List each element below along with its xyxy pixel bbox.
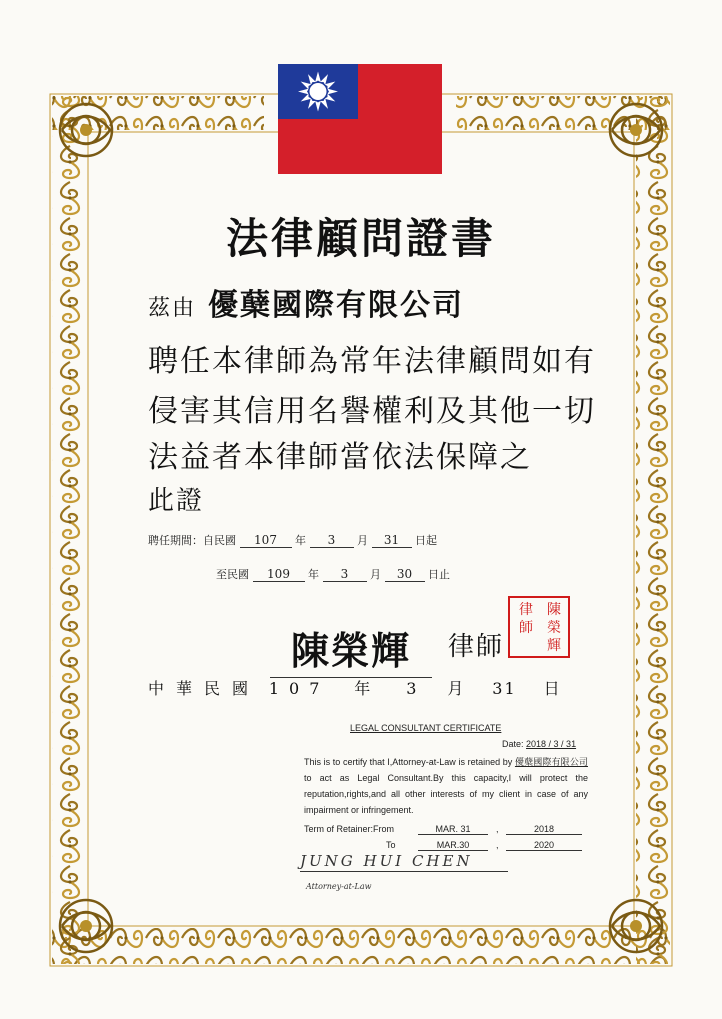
period-start-year: 107 <box>240 533 292 548</box>
term-from-date: MAR. 31 <box>418 824 488 835</box>
certificate-line-4: 法益者本律師當依法保障之 <box>148 440 532 475</box>
company-name: 優蘖國際有限公司 <box>208 288 465 323</box>
seal-stamp <box>508 596 570 658</box>
certificate-line-5: 此證 <box>148 486 205 516</box>
certificate-title: 法律顧問證書 <box>225 214 496 263</box>
term-from-label: Term of Retainer:From <box>304 824 395 834</box>
term-from-separator: , <box>496 824 499 834</box>
english-para-end: to act as Legal Consultant.By this capacity,I will protect the reputation,rights,and all other interests of my client in case of any impairment or infringement. <box>304 773 588 815</box>
english-signature-title: Attorney-at-Law <box>306 882 372 891</box>
lawyer-signature-name: 陳榮輝 <box>270 620 432 678</box>
period-year-char: 年 <box>308 568 319 581</box>
term-to-label: To <box>386 840 396 850</box>
english-paragraph <box>304 754 588 818</box>
certificate-line-3: 侵害其信用名譽權利及其他一切 <box>148 394 596 429</box>
certificate-line-2: 聘任本律師為常年法律顧問如有 <box>148 344 596 379</box>
english-para-start: This is to certify that I,Attorney-at-Law is retained by <box>304 757 515 767</box>
issue-date-zh <box>148 676 573 699</box>
white-sun-icon <box>278 64 358 119</box>
period-end <box>216 566 450 582</box>
period-label: 聘任期間：自民國 <box>148 534 236 547</box>
lawyer-title: 律師 <box>448 632 505 662</box>
seal-column-title: 律師 <box>519 602 533 636</box>
period-end-day: 30 <box>385 567 425 582</box>
english-title: LEGAL CONSULTANT CERTIFICATE <box>350 723 502 733</box>
date-month-char: 月 <box>447 679 466 698</box>
line1-prefix: 茲由 <box>148 296 197 321</box>
flag-icon <box>278 64 442 174</box>
date-day: 31 <box>492 679 517 698</box>
period-end-year: 109 <box>253 567 305 582</box>
date-year-char: 年 <box>354 679 373 698</box>
english-date-label: Date: <box>502 739 524 749</box>
term-to-date: MAR.30 <box>418 840 488 851</box>
date-year: 107 <box>268 679 330 698</box>
period-year-char: 年 <box>295 534 306 547</box>
period-end-label: 至民國 <box>216 568 249 581</box>
date-day-char: 日 <box>543 679 562 698</box>
period-end-month: 3 <box>323 567 367 582</box>
term-from-year: 2018 <box>506 824 582 835</box>
english-date <box>502 739 576 749</box>
period-start-suffix: 日起 <box>415 534 437 547</box>
period-month-char: 月 <box>370 568 381 581</box>
term-to-year: 2020 <box>506 840 582 851</box>
period-start-month: 3 <box>310 533 354 548</box>
seal-column-name: 陳榮輝 <box>547 602 561 654</box>
english-signature: JUNG HUI CHEN <box>300 852 508 872</box>
term-to-separator: , <box>496 840 499 850</box>
period-start-day: 31 <box>372 533 412 548</box>
period-start <box>148 532 437 548</box>
term-from-row <box>304 824 555 834</box>
english-date-value: 2018 / 3 / 31 <box>526 739 577 749</box>
period-end-suffix: 日止 <box>428 568 450 581</box>
certificate-line-1 <box>148 280 464 324</box>
date-era: 中華民國 <box>148 679 261 698</box>
term-to-row <box>304 840 555 850</box>
period-month-char: 月 <box>357 534 368 547</box>
date-month: 3 <box>406 679 419 698</box>
english-company-name: 優蘖國際有限公司 <box>514 757 588 767</box>
